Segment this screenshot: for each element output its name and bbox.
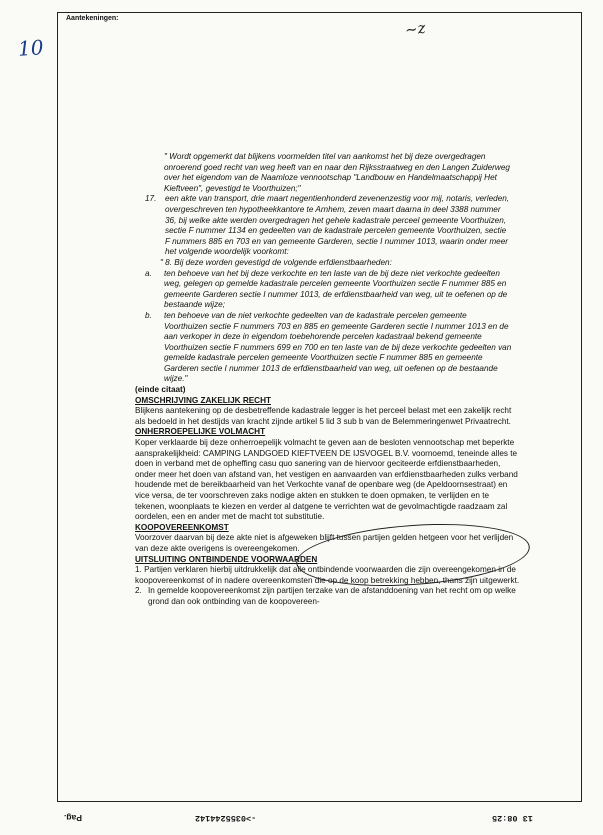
- handwritten-mark: ~z: [403, 18, 427, 40]
- item-text: In gemelde koopovereenkomst zijn partijen terzake van de afstanddoening van het recht om op welke grond dan ook ontbinding van de koopovereen-: [148, 586, 516, 606]
- item-letter: a.: [145, 268, 152, 278]
- uitsluiting-item-1: 1. Partijen verklaren hierbij uitdrukkelijk dat alle ontbindende voorwaarden die zijn overeengekomen in de koopovereenkomst of in nadere overeenkomsten die op de koop betrekking hebben, thans zijn uitgewerkt.: [135, 565, 520, 585]
- item-number: 2.: [135, 586, 142, 596]
- koop-text: Voorzover daarvan bij deze akte niet is afgeweken blijft tussen partijen gelden hetgeen voor het verlijden van deze akte overigens is overeengekomen.: [135, 533, 514, 553]
- item-17: [135, 194, 520, 258]
- volmacht-heading: ONHERROEPELIJKE VOLMACHT: [135, 427, 266, 437]
- uitsluiting-item-2: [135, 586, 520, 607]
- volmacht-text: Koper verklaarde bij deze onherroepelijk volmacht te geven aan de besloten vennootschap met beperkte aansprakelijkheid: CAMPING LANDGOED KIEFTVEEN DE IJSVOGEL B.V. voornoemd, teneinde alles te doen in verband met de opheffing casu quo sanering van de hiervoor geciteerde erfdienstbaarheden, onder meer het doen van afstand van, het vestigen en aanvaarden van erfdienstbaarheden zulks verband houdende met de bereikbaarheid van het Verkochte vanaf de openbare weg (de Apeldoornsestraat) en vice versa, de ter voorschreven zaks nodige akten en stukken te doen opmaken, te verlijden en te tekenen, woonplaats te kiezen en verder al datgene te verrichten wat de gevolmachtigde raadzaam zal oordelen, een en ander met de macht tot substitutie.: [135, 438, 518, 522]
- notes-label: Aantekeningen:: [66, 15, 119, 22]
- omschrijving-text: Blijkens aantekening op de desbetreffende kadastrale legger is het perceel belast met een zakelijk recht als bedoeld in het destijds van kracht zijnde artikel 5 lid 3 sub b van de Belemmeringenwet Privaatrecht.: [135, 406, 512, 426]
- footer-fax-time: 13 08:25: [492, 813, 533, 823]
- end-quote: (einde citaat): [135, 385, 186, 395]
- quote-intro: " Wordt opgemerkt dat blijkens voormelden titel van aankomst het bij deze overgedragen onroerend goed recht van weg heeft van en naar den Rijksstraatweg en den Langen Zuiderweg over het eigendom van de Naamloze vennootschap "Landbouw en Handelmaatschappij Het Kieftveen", gevestigd te Voorthuizen;": [164, 152, 510, 193]
- section-8-heading: " 8. Bij deze worden gevestigd de volgende erfdienstbaarheden:: [160, 257, 392, 267]
- handwritten-page-number: 10: [17, 35, 45, 61]
- footer-page-label: Pag.: [64, 813, 82, 823]
- uitsluiting-heading: UITSLUITING ONTBINDENDE VOORWAARDEN: [135, 554, 318, 564]
- item-17-text: een akte van transport, drie maart negentienhonderd zevenenzestig voor mij, notaris, verleden, overgeschreven ten hypotheekkantore te Arnhem, zeven maart daarna in deel 3388 nummer 36, bij welke akte werden overgedragen het gehele kadastrale perceel gemeente Voorthuizen, sectie F nummer 1134 en gedeelten van de kadastrale percelen gemeente Voorthuizen, sectie F nummers 885 en 703 en van gemeente Garderen, sectie I nummer 1013, waarin onder meer het volgende woordelijk voorkomt:: [165, 194, 510, 257]
- item-letter: b.: [145, 310, 152, 320]
- section-8-item-b: [135, 311, 520, 385]
- footer-fax-number: ->0355244142: [195, 813, 257, 823]
- section-8-item-a: [135, 269, 520, 311]
- item-17-number: 17.: [145, 194, 157, 204]
- omschrijving-heading: OMSCHRIJVING ZAKELIJK RECHT: [135, 395, 272, 405]
- item-text: ten behoeve van het bij deze verkochte en ten laste van de bij deze niet verkochte gedeelten weg, gelegen op gemelde kadastrale percelen gemeente Voorthuizen sectie F nummer 885 en gemeente Garderen sectie I nummer 1013, de erfdienstbaarheid van weg, uit te oefenen op de bestaande wijze;: [164, 268, 508, 310]
- koop-heading: KOOPOVEREENKOMST: [135, 522, 229, 532]
- item-text: ten behoeve van de niet verkochte gedeelten van de kadastrale percelen gemeente Voorthuizen sectie F nummers 703 en 885 en gemeente Garderen sectie I nummer 1013 en de aan verkoper in deze in eigendom toebehorende percelen kadastraal bekend gemeente Voorthuizen sectie F nummers 699 en 700 en ten laste van de bij deze verkochte gedeelten van gemelde kadastrale percelen gemeente Voorthuizen sectie F nummer 885 en gemeente Garderen sectie I nummer 1013 de erfdienstbaarheid van weg, uit oefenen op de bestaande wijze.": [164, 310, 512, 384]
